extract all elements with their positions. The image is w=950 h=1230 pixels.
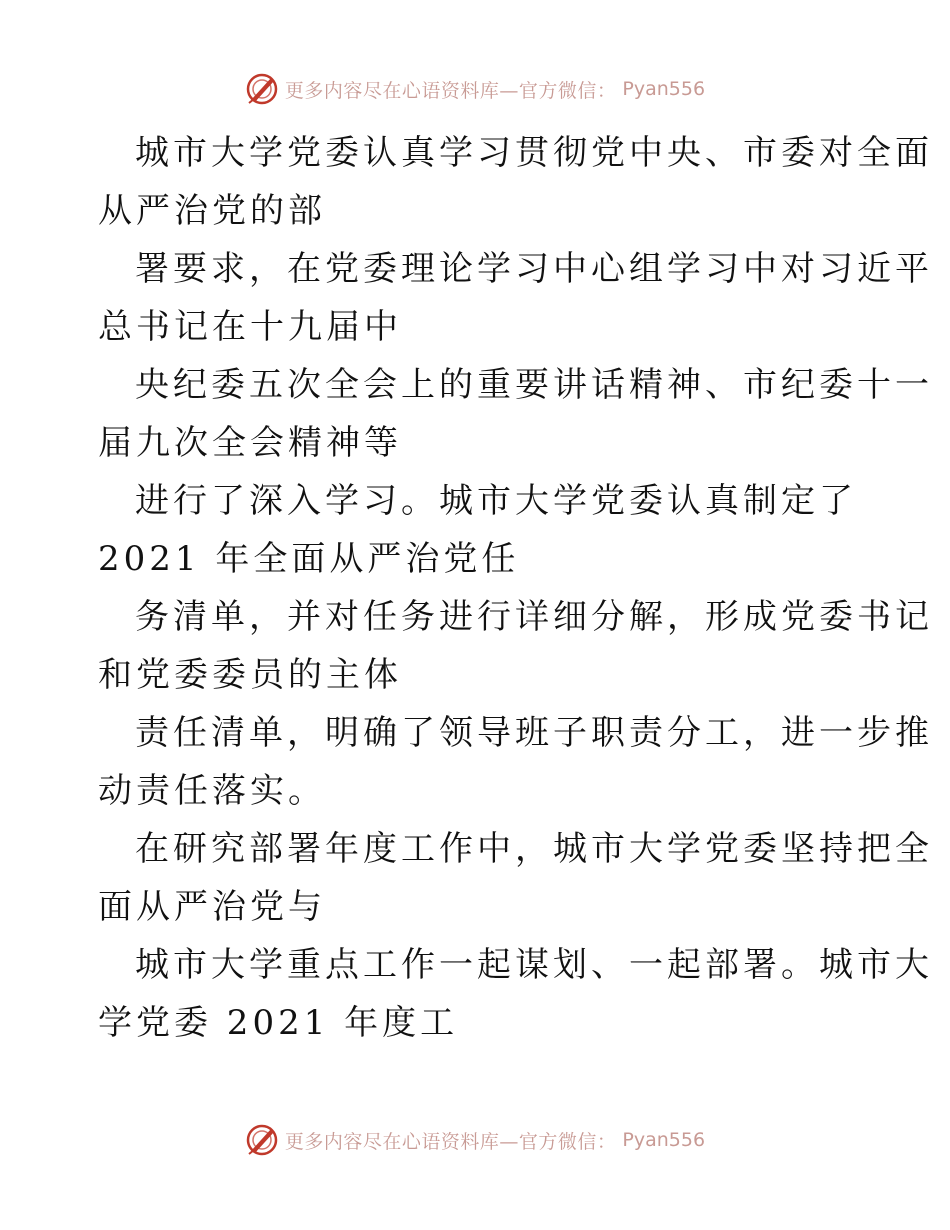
footer-watermark xyxy=(0,1123,950,1157)
paragraph xyxy=(98,820,933,936)
paragraph xyxy=(98,124,933,240)
watermark-wechat-id: Pyan556 xyxy=(622,1129,706,1151)
header-watermark xyxy=(0,72,950,106)
paragraph xyxy=(98,936,933,1052)
paragraph-line: 务清单，并对任务进行详细分解，形成党委书记 xyxy=(135,597,933,637)
document-body xyxy=(98,124,933,1052)
paragraph-line: 署要求，在党委理论学习中心组学习中对习近平 xyxy=(135,249,933,289)
paragraph-line: 从严治党的部 xyxy=(98,191,326,231)
paragraph-line: 央纪委五次全会上的重要讲话精神、市纪委十一 xyxy=(135,365,933,405)
paragraph xyxy=(98,588,933,704)
watermark-wechat-id: Pyan556 xyxy=(622,78,706,100)
paragraph-line: 责任清单，明确了领导班子职责分工，进一步推 xyxy=(135,713,933,753)
paragraph xyxy=(98,356,933,472)
paragraph-line: 届九次全会精神等 xyxy=(98,423,402,463)
paragraph-line: 在研究部署年度工作中，城市大学党委坚持把全 xyxy=(135,829,933,869)
paragraph-line: 面从严治党与 xyxy=(98,887,326,927)
watermark-text: 更多内容尽在心语资料库—官方微信： xyxy=(284,79,617,102)
paragraph-line: 城市大学重点工作一起谋划、一起部署。城市大 xyxy=(135,945,933,985)
paragraph-line: 进行了深入学习。城市大学党委认真制定了 xyxy=(135,481,857,521)
paragraph-line: 总书记在十九届中 xyxy=(98,307,402,347)
quill-logo-icon xyxy=(245,1123,279,1157)
paragraph-line: 2021 年全面从严治党任 xyxy=(98,539,520,579)
paragraph xyxy=(98,240,933,356)
paragraph-line: 动责任落实。 xyxy=(98,771,326,811)
paragraph xyxy=(98,704,933,820)
quill-logo-icon xyxy=(245,72,279,106)
watermark-text: 更多内容尽在心语资料库—官方微信： xyxy=(284,1130,617,1153)
paragraph xyxy=(98,472,858,588)
paragraph-line: 城市大学党委认真学习贯彻党中央、市委对全面 xyxy=(135,133,933,173)
paragraph-line: 和党委委员的主体 xyxy=(98,655,402,695)
paragraph-line: 学党委 2021 年度工 xyxy=(98,1003,459,1043)
